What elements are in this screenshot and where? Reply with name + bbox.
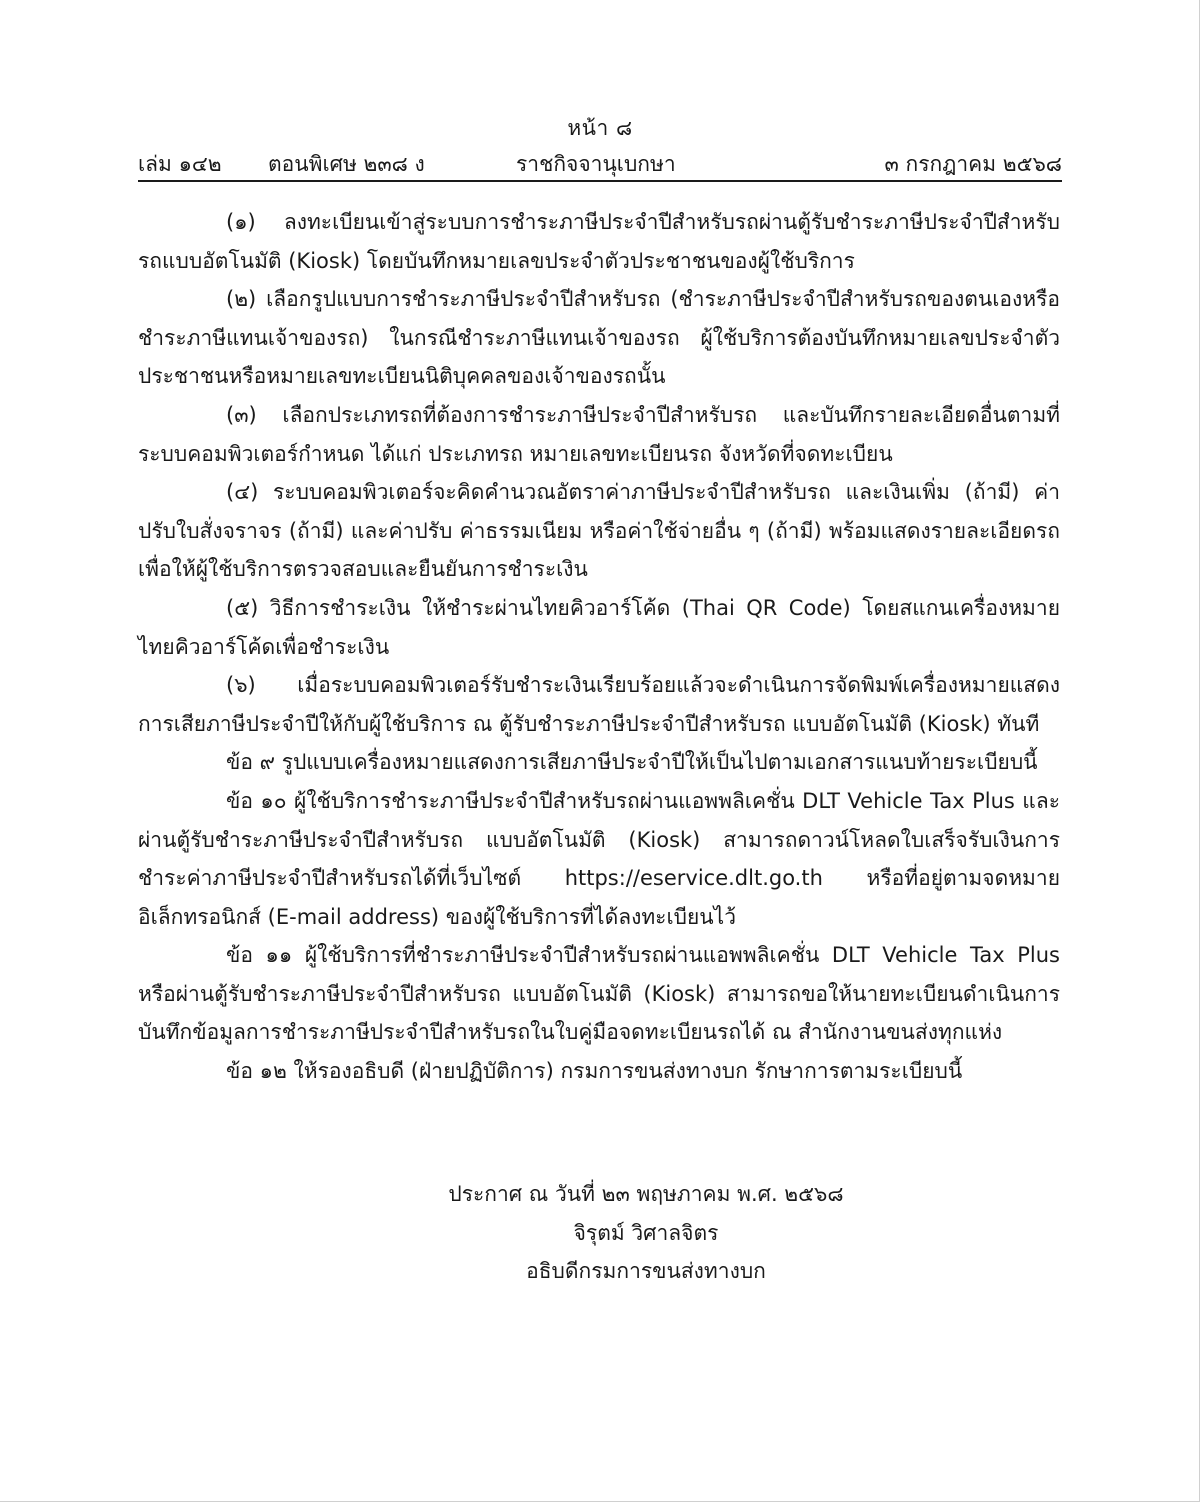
announcement-date: ประกาศ ณ วันที่ ๒๓ พฤษภาคม พ.ศ. ๒๕๖๘ <box>448 1182 844 1206</box>
clause-12: ข้อ ๑๒ ให้รองอธิบดี (ฝ่ายปฏิบัติการ) กรมการขนส่งทางบก รักษาการตามระเบียบนี้ <box>226 1059 963 1084</box>
paragraph-3: (๓) เลือกประเภทรถที่ต้องการชำระภาษีประจำปีสำหรับรถ และบันทึกรายละเอียดอื่นตามที่ระบบคอมพิวเตอร์กำหนด ได้แก่ ประเภทรถ หมายเลขทะเบียนรถ จังหวัดที่จดทะเบียน <box>138 402 1060 466</box>
header-issue: ตอนพิเศษ ๒๓๘ ง <box>268 152 425 176</box>
signatory-title: อธิบดีกรมการขนส่งทางบก <box>526 1259 766 1283</box>
clause-11: ข้อ ๑๑ ผู้ใช้บริการที่ชำระภาษีประจำปีสำหรับรถผ่านแอพพลิเคชั่น DLT Vehicle Tax Plus หรือผ่านตู้รับชำระภาษีประจำปีสำหรับรถ แบบอัตโนมัติ (Kiosk) สามารถขอให้นายทะเบียนดำเนินการบันทึกข้อมูลการชำระภาษีประจำปีสำหรับรถในใบคู่มือจดทะเบียนรถได้ ณ สำนักงานขนส่งทุกแห่ง <box>138 943 1060 1045</box>
header-gazette-name: ราชกิจจานุเบกษา <box>516 152 676 176</box>
header-volume: เล่ม ๑๔๒ <box>138 152 222 176</box>
signature-block <box>0 1175 1200 1291</box>
paragraph-5: (๕) วิธีการชำระเงิน ให้ชำระผ่านไทยคิวอาร์โค้ด (Thai QR Code) โดยสแกนเครื่องหมายไทยคิวอาร์โค้ดเพื่อชำระเงิน <box>138 595 1060 659</box>
document-body <box>138 203 1060 1091</box>
header-date: ๓ กรกฎาคม ๒๕๖๘ <box>884 152 1062 176</box>
gazette-header <box>138 148 1062 182</box>
signatory-name: จิรุตม์ วิศาลจิตร <box>573 1220 719 1245</box>
paragraph-2: (๒) เลือกรูปแบบการชำระภาษีประจำปีสำหรับรถ (ชำระภาษีประจำปีสำหรับรถของตนเองหรือชำระภาษีแทนเจ้าของรถ) ในกรณีชำระภาษีแทนเจ้าของรถ ผู้ใช้บริการต้องบันทึกหมายเลขประจำตัวประชาชนหรือหมายเลขทะเบียนนิติบุคคลของเจ้าของรถนั้น <box>138 287 1060 389</box>
paragraph-6: (๖) เมื่อระบบคอมพิวเตอร์รับชำระเงินเรียบร้อยแล้วจะดำเนินการจัดพิมพ์เครื่องหมายแสดงการเสียภาษีประจำปีให้กับผู้ใช้บริการ ณ ตู้รับชำระภาษีประจำปีสำหรับรถ แบบอัตโนมัติ (Kiosk) ทันที <box>138 673 1060 736</box>
clause-9: ข้อ ๙ รูปแบบเครื่องหมายแสดงการเสียภาษีประจำปีให้เป็นไปตามเอกสารแนบท้ายระเบียบนี้ <box>226 750 1038 775</box>
clause-10: ข้อ ๑๐ ผู้ใช้บริการชำระภาษีประจำปีสำหรับรถผ่านแอพพลิเคชั่น DLT Vehicle Tax Plus และผ่านตู้รับชำระภาษีประจำปีสำหรับรถ แบบอัตโนมัติ (Kiosk) สามารถดาวน์โหลดใบเสร็จรับเงินการชำระค่าภาษีประจำปีสำหรับรถได้ที่เว็บไซต์ https://eservice.dlt.go.th หรือที่อยู่ตามจดหมายอิเล็กทรอนิกส์ (E-mail address) ของผู้ใช้บริการที่ได้ลงทะเบียนไว้ <box>138 788 1060 929</box>
paragraph-1: (๑) ลงทะเบียนเข้าสู่ระบบการชำระภาษีประจำปีสำหรับรถผ่านตู้รับชำระภาษีประจำปีสำหรับรถแบบอัตโนมัติ (Kiosk) โดยบันทึกหมายเลขประจำตัวประชาชนของผู้ใช้บริการ <box>138 210 1060 273</box>
paragraph-4: (๔) ระบบคอมพิวเตอร์จะคิดคำนวณอัตราค่าภาษีประจำปีสำหรับรถ และเงินเพิ่ม (ถ้ามี) ค่าปรับใบสั่งจราจร (ถ้ามี) และค่าปรับ ค่าธรรมเนียม หรือค่าใช้จ่ายอื่น ๆ (ถ้ามี) พร้อมแสดงรายละเอียดรถเพื่อให้ผู้ใช้บริการตรวจสอบและยืนยันการชำระเงิน <box>138 480 1060 582</box>
page-number: หน้า ๘ <box>567 116 633 140</box>
